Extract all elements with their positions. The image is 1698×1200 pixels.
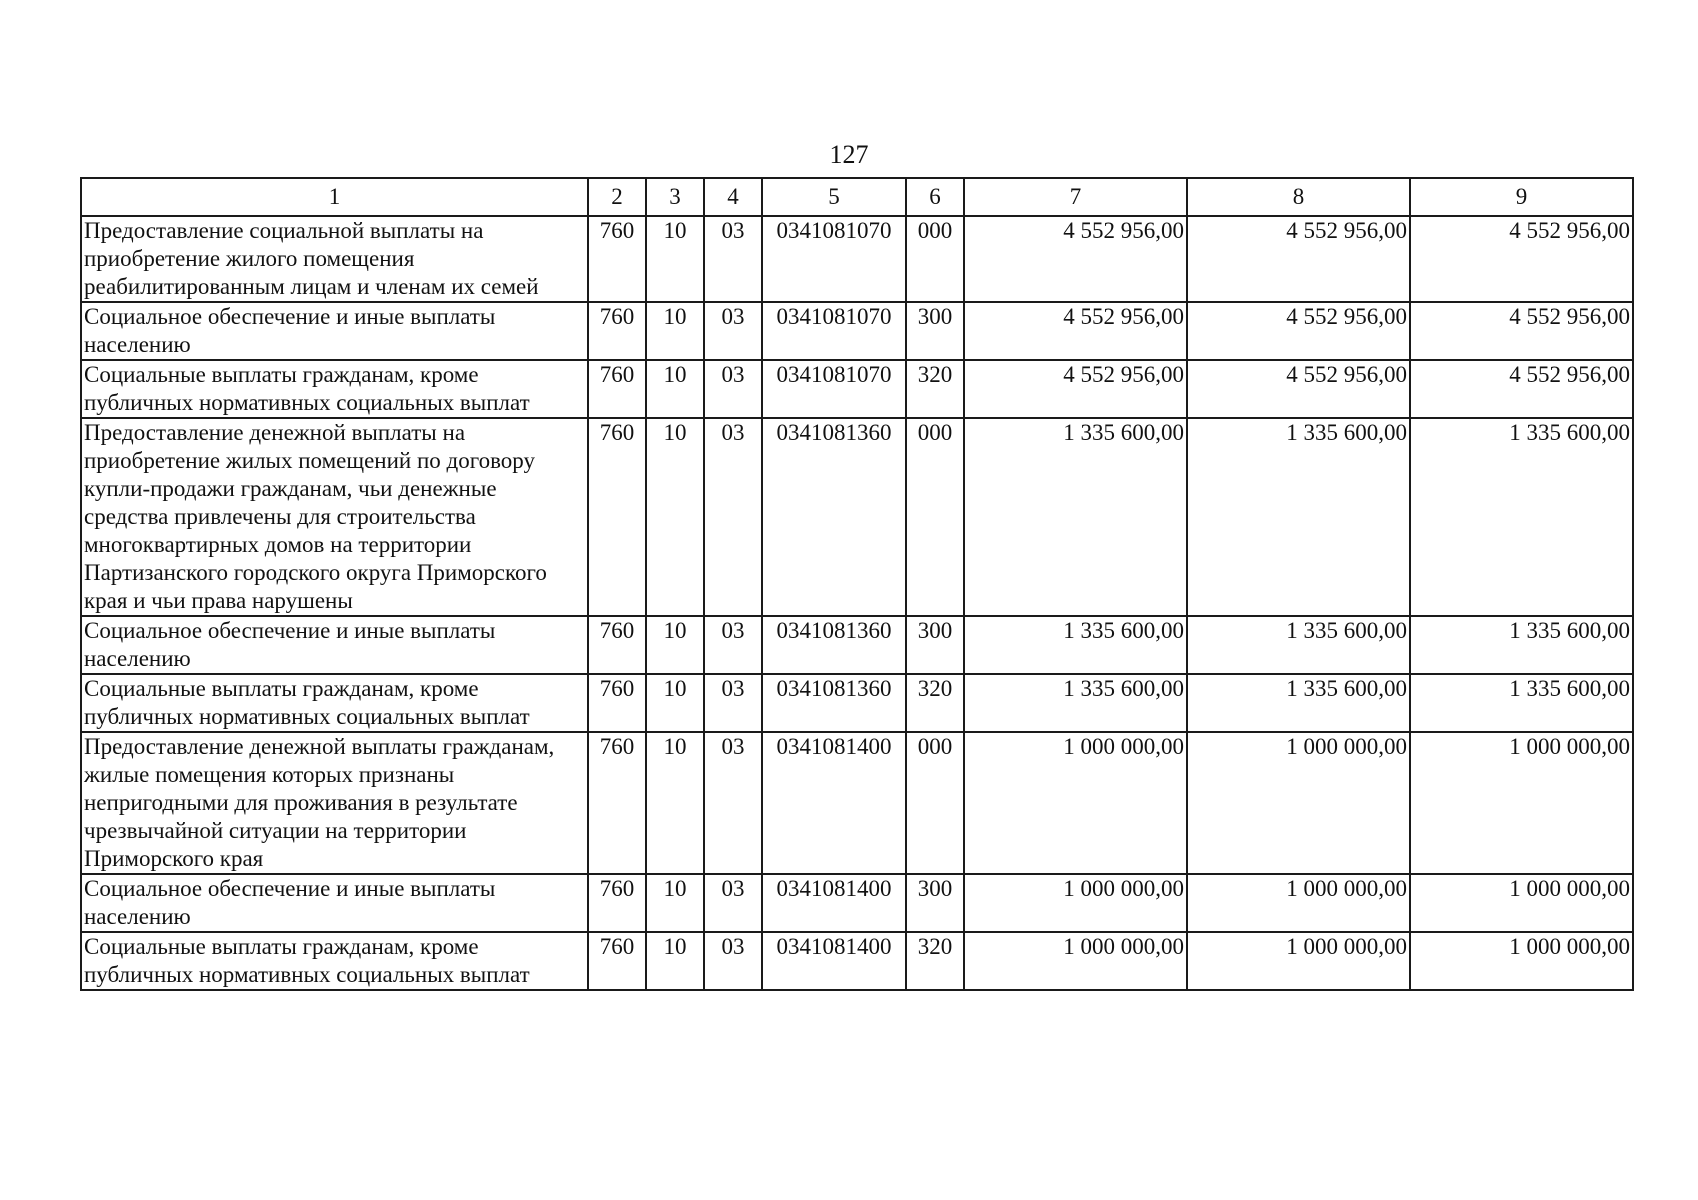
amount-cell: 1 335 600,00 xyxy=(1410,418,1633,616)
row-name-cell: Социальное обеспечение и иные выплаты населению xyxy=(81,302,588,360)
amount-cell: 1 335 600,00 xyxy=(1187,616,1410,674)
code-cell: 10 xyxy=(646,418,704,616)
amount-cell: 1 335 600,00 xyxy=(1187,418,1410,616)
code-cell: 03 xyxy=(704,418,762,616)
code-cell: 760 xyxy=(588,674,646,732)
table-row xyxy=(81,674,1633,732)
column-header: 8 xyxy=(1187,178,1410,216)
table-row xyxy=(81,932,1633,990)
code-cell: 760 xyxy=(588,616,646,674)
amount-cell: 1 335 600,00 xyxy=(1410,674,1633,732)
row-name-cell: Предоставление денежной выплаты гражданам, жилые помещения которых признаны непригодными для проживания в результате чрезвычайной ситуации на территории Приморского края xyxy=(81,732,588,874)
table-body xyxy=(81,216,1633,990)
code-cell: 03 xyxy=(704,616,762,674)
row-name-cell: Социальное обеспечение и иные выплаты населению xyxy=(81,874,588,932)
code-cell: 000 xyxy=(906,732,964,874)
code-cell: 10 xyxy=(646,616,704,674)
code-cell: 0341081360 xyxy=(762,418,906,616)
amount-cell: 4 552 956,00 xyxy=(964,216,1187,302)
code-cell: 10 xyxy=(646,302,704,360)
code-cell: 10 xyxy=(646,216,704,302)
code-cell: 03 xyxy=(704,302,762,360)
amount-cell: 4 552 956,00 xyxy=(1187,302,1410,360)
amount-cell: 4 552 956,00 xyxy=(964,360,1187,418)
code-cell: 03 xyxy=(704,216,762,302)
code-cell: 10 xyxy=(646,360,704,418)
code-cell: 03 xyxy=(704,874,762,932)
code-cell: 760 xyxy=(588,302,646,360)
code-cell: 320 xyxy=(906,932,964,990)
column-header: 3 xyxy=(646,178,704,216)
column-header: 5 xyxy=(762,178,906,216)
amount-cell: 1 000 000,00 xyxy=(964,874,1187,932)
column-header: 4 xyxy=(704,178,762,216)
row-name-cell: Социальное обеспечение и иные выплаты населению xyxy=(81,616,588,674)
code-cell: 320 xyxy=(906,360,964,418)
amount-cell: 1 335 600,00 xyxy=(964,616,1187,674)
code-cell: 300 xyxy=(906,302,964,360)
column-header: 7 xyxy=(964,178,1187,216)
code-cell: 03 xyxy=(704,674,762,732)
row-name-cell: Предоставление денежной выплаты на приобретение жилых помещений по договору купли-продажи гражданам, чьи денежные средства привлечены для строительства многоквартирных домов на территории Партизанского городского округа Приморского края и чьи права нарушены xyxy=(81,418,588,616)
code-cell: 10 xyxy=(646,732,704,874)
code-cell: 03 xyxy=(704,732,762,874)
table-row xyxy=(81,418,1633,616)
amount-cell: 1 335 600,00 xyxy=(964,674,1187,732)
table-row xyxy=(81,874,1633,932)
row-name-cell: Социальные выплаты гражданам, кроме публичных нормативных социальных выплат xyxy=(81,674,588,732)
row-name-cell: Социальные выплаты гражданам, кроме публичных нормативных социальных выплат xyxy=(81,932,588,990)
code-cell: 300 xyxy=(906,616,964,674)
amount-cell: 1 000 000,00 xyxy=(964,932,1187,990)
amount-cell: 1 000 000,00 xyxy=(1410,732,1633,874)
amount-cell: 1 000 000,00 xyxy=(964,732,1187,874)
code-cell: 300 xyxy=(906,874,964,932)
amount-cell: 1 000 000,00 xyxy=(1410,874,1633,932)
code-cell: 0341081070 xyxy=(762,302,906,360)
table-row xyxy=(81,732,1633,874)
amount-cell: 1 335 600,00 xyxy=(1187,674,1410,732)
code-cell: 760 xyxy=(588,874,646,932)
amount-cell: 1 000 000,00 xyxy=(1187,874,1410,932)
code-cell: 0341081070 xyxy=(762,216,906,302)
code-cell: 000 xyxy=(906,418,964,616)
code-cell: 0341081400 xyxy=(762,732,906,874)
table-row xyxy=(81,616,1633,674)
budget-table xyxy=(80,177,1634,991)
code-cell: 03 xyxy=(704,360,762,418)
table-row xyxy=(81,216,1633,302)
column-header: 6 xyxy=(906,178,964,216)
page-number: 127 xyxy=(829,140,869,169)
code-cell: 0341081070 xyxy=(762,360,906,418)
code-cell: 0341081400 xyxy=(762,874,906,932)
amount-cell: 4 552 956,00 xyxy=(1187,360,1410,418)
row-name-cell: Социальные выплаты гражданам, кроме публичных нормативных социальных выплат xyxy=(81,360,588,418)
amount-cell: 4 552 956,00 xyxy=(1410,302,1633,360)
amount-cell: 4 552 956,00 xyxy=(1410,360,1633,418)
column-header: 2 xyxy=(588,178,646,216)
code-cell: 320 xyxy=(906,674,964,732)
code-cell: 0341081360 xyxy=(762,616,906,674)
table-row xyxy=(81,360,1633,418)
code-cell: 0341081400 xyxy=(762,932,906,990)
code-cell: 10 xyxy=(646,674,704,732)
row-name-cell: Предоставление социальной выплаты на приобретение жилого помещения реабилитированным лицам и членам их семей xyxy=(81,216,588,302)
code-cell: 760 xyxy=(588,418,646,616)
amount-cell: 1 335 600,00 xyxy=(964,418,1187,616)
code-cell: 03 xyxy=(704,932,762,990)
amount-cell: 4 552 956,00 xyxy=(1410,216,1633,302)
code-cell: 10 xyxy=(646,874,704,932)
code-cell: 000 xyxy=(906,216,964,302)
amount-cell: 4 552 956,00 xyxy=(964,302,1187,360)
table-row xyxy=(81,302,1633,360)
code-cell: 760 xyxy=(588,216,646,302)
amount-cell: 1 000 000,00 xyxy=(1187,732,1410,874)
amount-cell: 1 000 000,00 xyxy=(1187,932,1410,990)
code-cell: 760 xyxy=(588,360,646,418)
amount-cell: 1 000 000,00 xyxy=(1410,932,1633,990)
column-header: 1 xyxy=(81,178,588,216)
code-cell: 0341081360 xyxy=(762,674,906,732)
code-cell: 760 xyxy=(588,932,646,990)
code-cell: 760 xyxy=(588,732,646,874)
code-cell: 10 xyxy=(646,932,704,990)
column-header: 9 xyxy=(1410,178,1633,216)
amount-cell: 1 335 600,00 xyxy=(1410,616,1633,674)
header-row xyxy=(81,178,1633,216)
amount-cell: 4 552 956,00 xyxy=(1187,216,1410,302)
